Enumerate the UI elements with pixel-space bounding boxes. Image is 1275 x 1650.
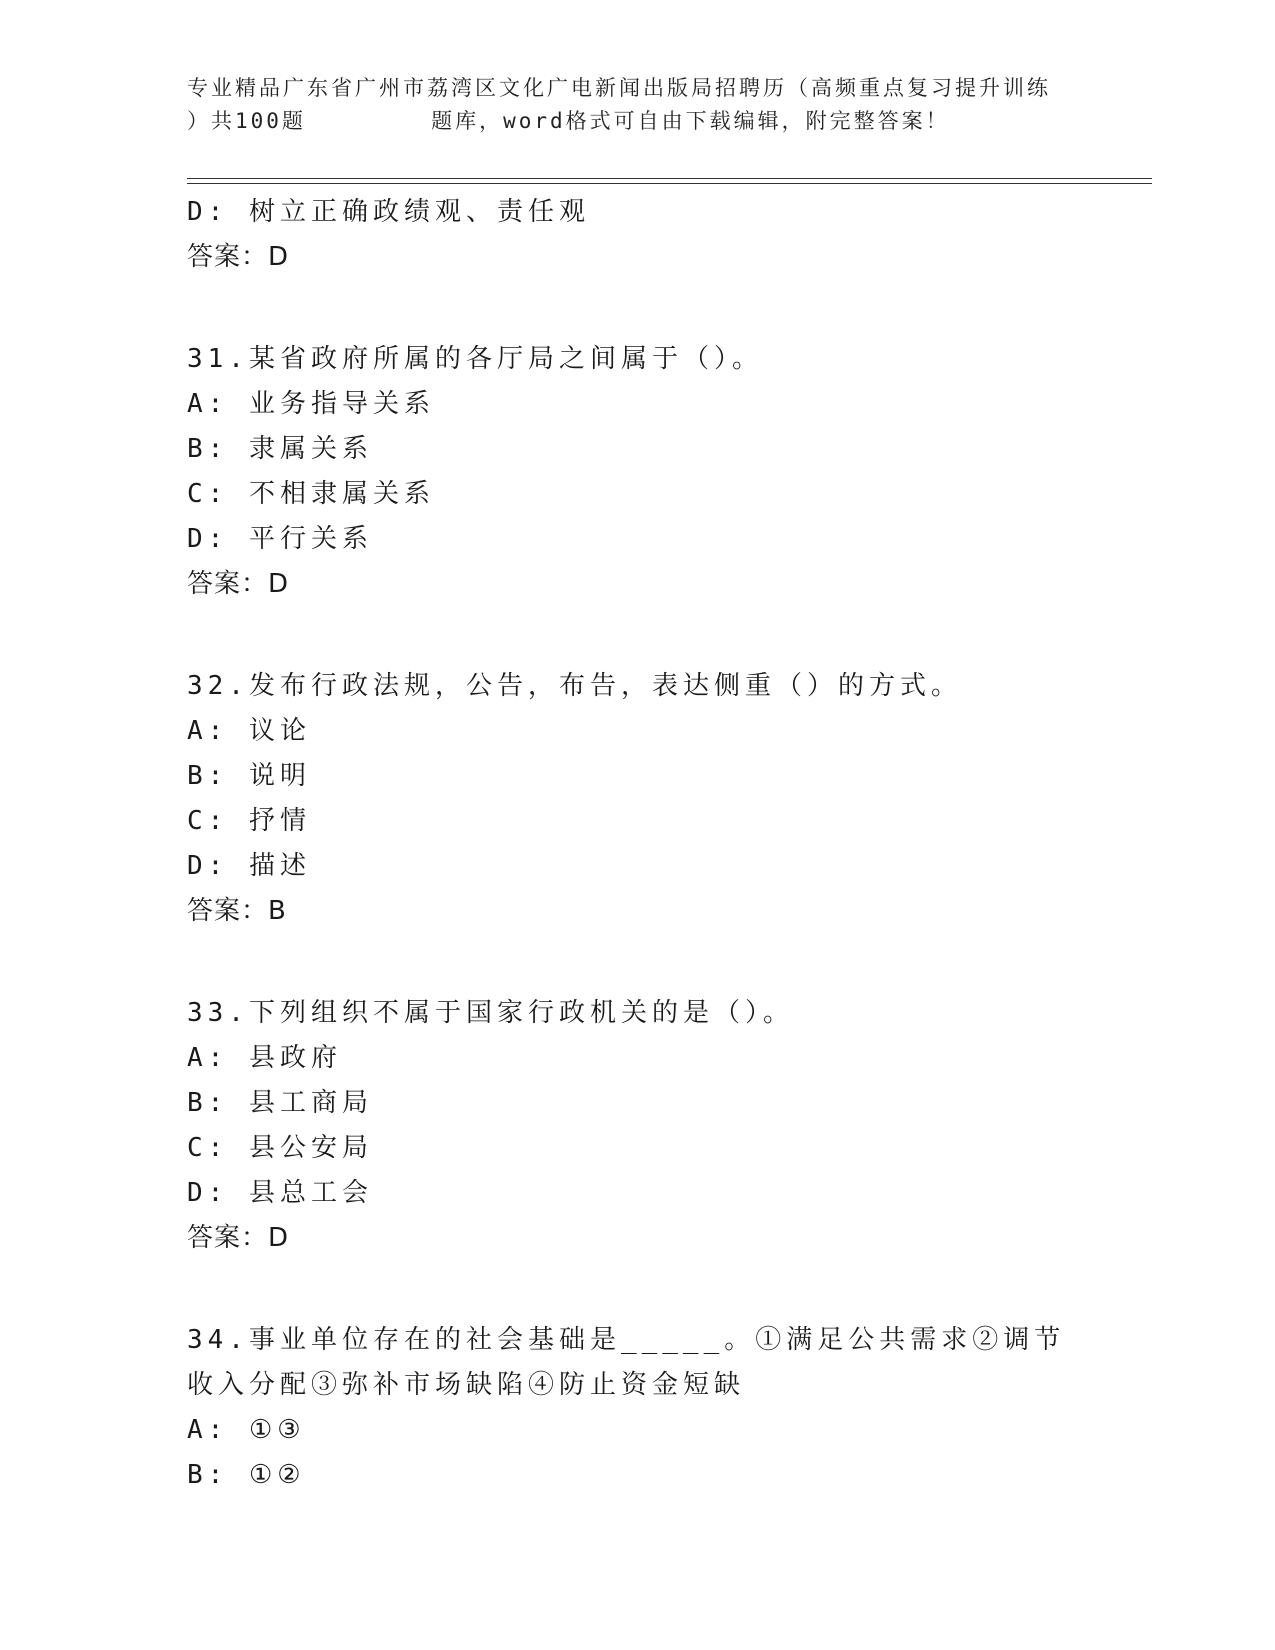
header-line-1: 专业精品广东省广州市荔湾区文化广电新闻出版局招聘历（高频重点复习提升训练	[187, 76, 1051, 100]
option-c: C: 县公安局	[187, 1133, 373, 1163]
question-33	[187, 991, 1147, 1261]
spacer	[187, 934, 1147, 991]
header-line-2: ）共100题 题库，word格式可自由下载编辑，附完整答案！	[187, 109, 950, 133]
option-a: A: ①③	[187, 1415, 306, 1445]
question-32	[187, 664, 1147, 934]
answer: 答案：D	[187, 569, 290, 599]
spacer	[187, 607, 1147, 664]
question-title: 34.事业单位存在的社会基础是_____。①满足公共需求②调节收入分配③弥补市场缺陷④防止资金短缺	[187, 1325, 1066, 1400]
question-title: 32.发布行政法规，公告，布告，表达侧重（）的方式。	[187, 671, 962, 701]
header-divider-bottom	[187, 183, 1152, 184]
option-d: D: 平行关系	[187, 524, 373, 554]
option-c: C: 不相隶属关系	[187, 479, 435, 509]
option-d: D: 描述	[187, 851, 311, 881]
question-title: 31.某省政府所属的各厅局之间属于（）。	[187, 344, 763, 374]
carryover-option-d: D: 树立正确政绩观、责任观	[187, 197, 590, 227]
carryover-answer: 答案：D	[187, 242, 290, 272]
question-34	[187, 1318, 1147, 1498]
spacer	[187, 1261, 1147, 1318]
option-d: D: 县总工会	[187, 1178, 373, 1208]
spacer	[187, 280, 1147, 337]
option-b: B: 县工商局	[187, 1088, 373, 1118]
question-list	[187, 190, 1147, 1498]
header-divider-top	[187, 178, 1152, 179]
option-a: A: 议论	[187, 716, 311, 746]
answer: 答案：D	[187, 1223, 290, 1253]
option-a: A: 业务指导关系	[187, 389, 435, 419]
question-title: 33.下列组织不属于国家行政机关的是（）。	[187, 998, 794, 1028]
question-31	[187, 337, 1147, 607]
option-c: C: 抒情	[187, 806, 311, 836]
answer: 答案：B	[187, 896, 287, 926]
document-header	[187, 72, 1117, 138]
option-a: A: 县政府	[187, 1043, 342, 1073]
option-b: B: 隶属关系	[187, 434, 373, 464]
option-b: B: 说明	[187, 761, 311, 791]
option-b: B: ①②	[187, 1460, 306, 1490]
